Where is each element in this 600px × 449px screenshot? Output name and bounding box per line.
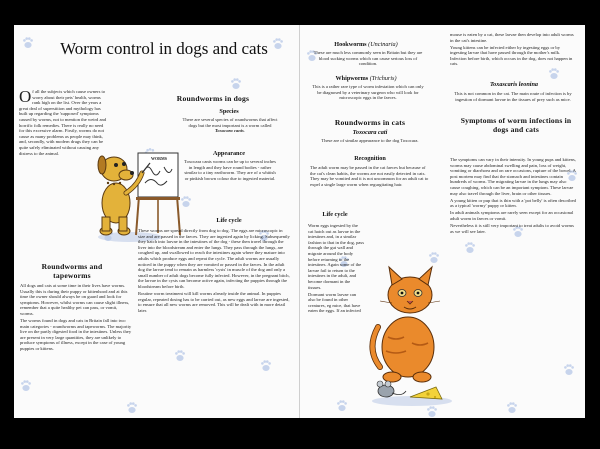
dog-with-easel-illustration (90, 133, 182, 243)
intro-body: f all the subjects which cause owners to worry about their pets' health, worms rank high on the list. Over the years a great deal of superstition and mythology has built up regarding the 'supposed' symptoms caused by worms, not to mention the weird and horrific folk remedies. There is really no need for this excessive alarm. Firstly, worms do not cause as many problems as people may think, and, secondly, with modern drugs they can be quite safely eliminated without causing any distress to the animal. (19, 89, 107, 156)
lifecycle-dogs-heading: Life cycle (216, 217, 242, 224)
recognition-heading: Recognition (354, 155, 386, 162)
toxocara-cati-text: These are of similar appearance to the dog Toxocara. (321, 138, 419, 143)
species-text: There are several species of roundworms that affect dogs but the most important is a worm called Toxocara canis. (182, 117, 278, 134)
whipworms-text: This is a rather rare type of worm infestation which can only be diagnosed by a veterinary surgeon who will look for microscopic eggs in the faeces. (312, 84, 424, 101)
hookworms-text: These are much less commonly seen in Britain but they are blood sucking worms which can cause serious loss of condition. (313, 50, 423, 67)
lifecycle-cats-text: Worm eggs ingested by the cat hatch out as larvae in the intestines and, in a similar fashion to that in the dog, pass through the gut wall and migrate around the body before returning to the intestines. Again some of the larvae fail to return to the intestines in the adult, and become dormant in the tissues. Dormant worm larvae can also be found in other creatures, eg mice, that have eaten the eggs. If an infected (308, 223, 365, 314)
cat-and-mouse-illustration (362, 251, 460, 409)
right-page (300, 25, 585, 418)
toxocara-cati-heading: Toxocara cati (352, 129, 388, 136)
symptoms-text: The symptoms can vary in their intensity. In young pups and kittens, worms may cause abdominal swelling and pain, loss of weight, vomiting or diarrhoea and on rare occasions, rupture of the bowel. A post mortem may find that the stomach and intestines contain hundreds of worms. The migrating larvae in the lungs may also cause coughing, which can be an important symptom. These larvae may also travel through the liver, brain or other tissues. A young kitten or pup that is thin with a 'pot belly' is often described as a typical 'wormy' puppy or kitten. In adult animals symptoms are rarely seen except for an occasional adult worm in faeces or vomit. Nevertheless it is still very important to treat adults to avoid worms as we will see later. (450, 157, 576, 234)
intro-dropcap: O (19, 87, 32, 106)
page-title: Worm control in dogs and cats (60, 39, 268, 58)
left-page (14, 25, 299, 418)
appearance-text: Toxocara canis worms can be up to several inches in length and they have round bodies - rather similar to a tiny earthworm. They are of a whitish or pinkish brown colour due to ingested material. (184, 159, 276, 181)
roundworms-tapeworms-text: All dogs and cats at some time in their lives have worms. Usually this is during their puppy or kittenhood and at this time the owner should always be on guard and look for symptoms. However, whilst worms can cause slight illness, remember that a quite healthy pet can pass, or vomit, worms. The worms found in dogs and cats in Britain fall into two main categories - roundworms and tapeworms. The majority live on the partly digested food in the intestines. Unless they are present in very large quantities, they are unlikely to produce symptoms of illness, except in the case of young puppies or kittens. (20, 283, 132, 352)
roundworms-cats-heading: Roundworms in cats (334, 118, 406, 127)
whipworms-heading: Whipworms (Trichuris) (335, 75, 397, 82)
cats-lifecycle-continued-text: mouse is eaten by a cat, these larvae then develop into adult worms in the cat's intestine. Young kittens can be infected either by ingesting eggs or by ingesting larvae that have passed through the mother's milk. Infection before birth, which occurs in the dog, does not happen in cats. (450, 32, 574, 67)
lifecycle-dogs-text: These worms are spread directly from dog to dog. The eggs are microscopic in size and are passed in the faeces. They are ingested again by licking. Subsequently they hatch into larvae in the intestines of the dog - these then travel through the liver into the bloodstream and enter the lungs. They pass through the lungs, are coughed up, and swallowed to reach the intestines again where they mature into adults which produce eggs and repeat the cycle. The adult worms are usually noticed in the puppy when they are vomited or passed in the faeces. In the adult dog the larvae tend to remain as harmless 'cysts' in muscle of the dog and only a small number of adult dogs become fully infected. However, in the pregnant bitch, the larvae in the cysts can become active again, infecting the puppies through the bloodstream before birth. Routine worm treatment will kill worms already inside the animal. In puppies regular, repeated dosing has to be carried out, as new eggs and larvae are ingested, to ensure that all new worms are removed. This will be dealt with in more detail later. (138, 228, 290, 313)
easel-sign-text: WORMS (151, 156, 167, 161)
roundworms-dogs-heading: Roundworms in dogs (176, 94, 250, 103)
leaflet-spread (14, 25, 585, 418)
appearance-heading: Appearance (213, 150, 245, 157)
toxascaris-heading: Toxascaris leonina (489, 81, 539, 88)
toxascaris-text: This is not common in the cat. The main route of infection is by ingestion of dormant larvae in the tissues of prey such as mice. (454, 91, 572, 102)
recognition-text: The adult worm may be passed in the cat faeces but because of the cat's clean habits, the worms are not easily detected in cats. They may be vomited and it is not uncommon for an adult cat to expel a single large worm when regurgitating hair. (310, 165, 429, 187)
lifecycle-cats-heading: Life cycle (322, 211, 348, 218)
hookworms-heading: Hookworms (Uncinaria) (334, 41, 398, 48)
symptoms-heading: Symptoms of worm infections in dogs and cats (460, 116, 572, 134)
roundworms-tapeworms-heading: Roundworms and tapeworms (41, 262, 103, 280)
species-heading: Species (219, 108, 239, 115)
